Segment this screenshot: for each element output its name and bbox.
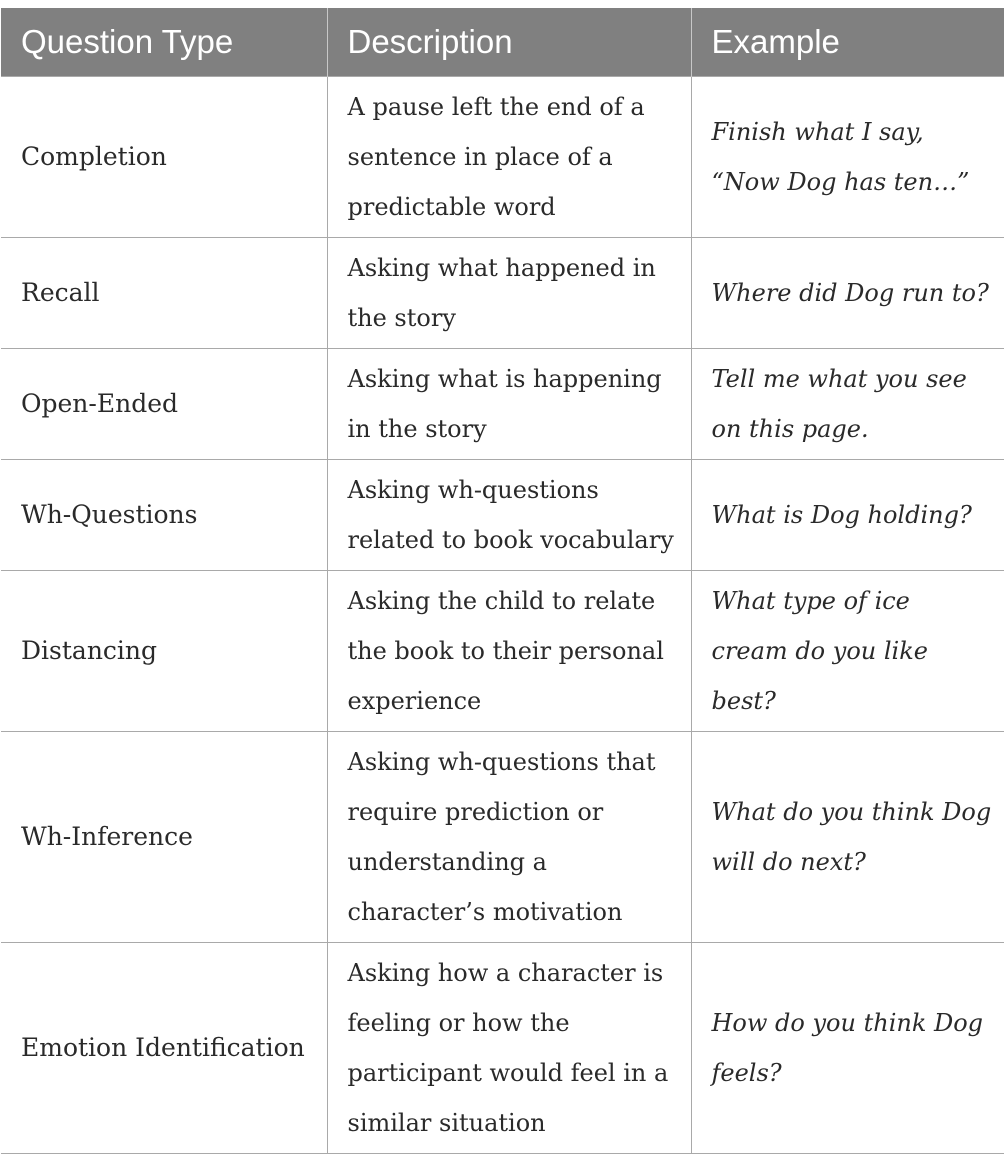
header-example: Example — [691, 8, 1004, 77]
question-type-cell: Wh-Questions — [1, 460, 327, 571]
table-row — [1, 460, 1004, 571]
header-description: Description — [327, 8, 691, 77]
example-cell: Where did Dog run to? — [691, 238, 1004, 349]
example-cell: What type of ice cream do you like best? — [691, 571, 1004, 732]
example-cell: What do you think Dog will do next? — [691, 732, 1004, 943]
question-type-cell: Recall — [1, 238, 327, 349]
table-row — [1, 943, 1004, 1154]
description-cell: Asking wh-questions that require prediction or understanding a character’s motivation — [327, 732, 691, 943]
table-row — [1, 77, 1004, 238]
table-header — [1, 8, 1004, 77]
description-cell: Asking what is happening in the story — [327, 349, 691, 460]
description-cell: Asking wh-questions related to book vocabulary — [327, 460, 691, 571]
table-body — [1, 77, 1004, 1154]
table-row — [1, 571, 1004, 732]
example-cell: How do you think Dog feels? — [691, 943, 1004, 1154]
header-row — [1, 8, 1004, 77]
header-question-type: Question Type — [1, 8, 327, 77]
question-type-cell: Completion — [1, 77, 327, 238]
question-type-cell: Emotion Identification — [1, 943, 327, 1154]
example-cell: Finish what I say, “Now Dog has ten…” — [691, 77, 1004, 238]
example-cell: What is Dog holding? — [691, 460, 1004, 571]
description-cell: Asking how a character is feeling or how the participant would feel in a similar situation — [327, 943, 691, 1154]
question-type-cell: Open-Ended — [1, 349, 327, 460]
description-cell: Asking what happened in the story — [327, 238, 691, 349]
table-row — [1, 349, 1004, 460]
table-row — [1, 238, 1004, 349]
question-type-cell: Wh-Inference — [1, 732, 327, 943]
question-type-table — [1, 8, 1004, 1154]
description-cell: Asking the child to relate the book to their personal experience — [327, 571, 691, 732]
table-row — [1, 732, 1004, 943]
question-type-cell: Distancing — [1, 571, 327, 732]
description-cell: A pause left the end of a sentence in place of a predictable word — [327, 77, 691, 238]
example-cell: Tell me what you see on this page. — [691, 349, 1004, 460]
